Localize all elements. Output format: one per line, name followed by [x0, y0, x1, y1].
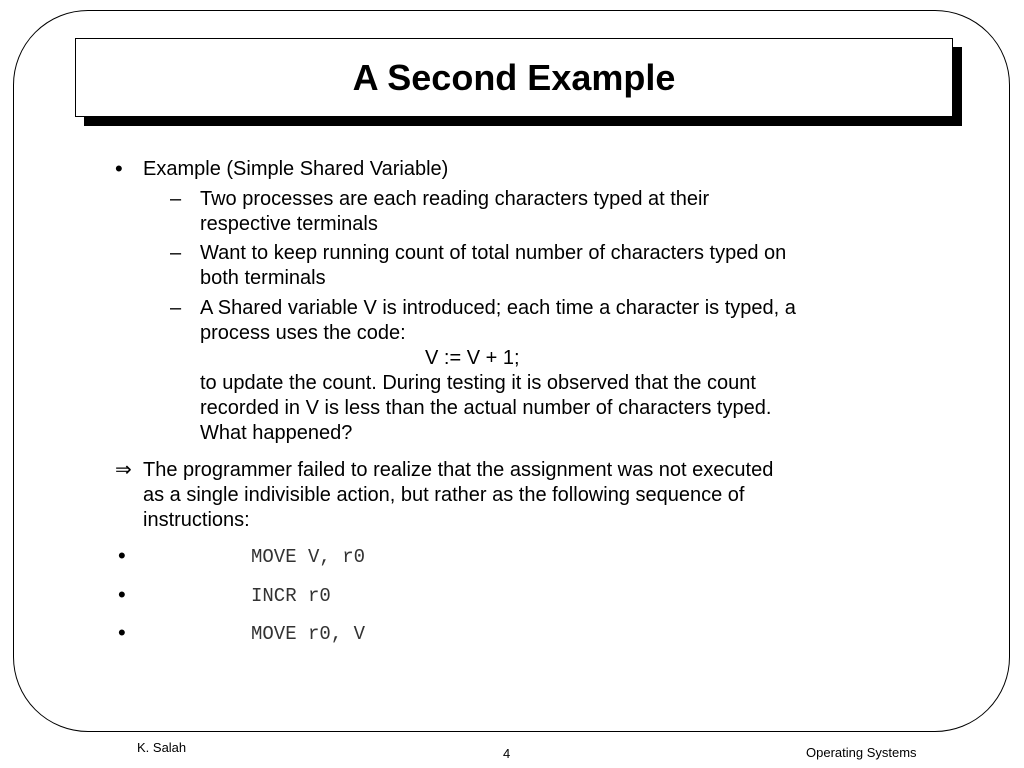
footer-page-number: 4: [503, 746, 511, 761]
conclusion-line-1: The programmer failed to realize that the assignment was not executed: [143, 459, 774, 481]
bullet-icon: •: [115, 156, 123, 181]
sub-point-3-line-2: process uses the code:: [200, 322, 406, 344]
sub-point-2-line-2: both terminals: [200, 267, 326, 289]
sub-point-3-line-1: A Shared variable V is introduced; each time a character is typed, a: [200, 297, 796, 319]
conclusion-line-3: instructions:: [143, 509, 250, 531]
instruction-3: MOVE r0, V: [251, 623, 366, 645]
sub-point-2-line-1: Want to keep running count of total number of characters typed on: [200, 242, 787, 264]
code-statement: V := V + 1;: [425, 347, 520, 369]
instruction-2: INCR r0: [251, 585, 331, 607]
title-box: [75, 38, 953, 117]
continuation-line-1: to update the count. During testing it is observed that the count: [200, 372, 756, 394]
dash-icon: –: [170, 297, 182, 319]
dash-icon: –: [170, 242, 182, 264]
continuation-line-3: What happened?: [200, 422, 353, 444]
instruction-1: MOVE V, r0: [251, 546, 366, 568]
continuation-line-2: recorded in V is less than the actual number of characters typed.: [200, 397, 772, 419]
implies-arrow-icon: ⇒: [115, 459, 132, 481]
slide-title: A Second Example: [352, 56, 676, 98]
sub-point-1-line-2: respective terminals: [200, 213, 378, 235]
bullet-icon: •: [118, 582, 126, 607]
sub-point-1-line-1: Two processes are each reading characters typed at their: [200, 188, 710, 210]
bullet-icon: •: [118, 620, 126, 645]
footer-author: K. Salah: [137, 740, 187, 755]
conclusion-line-2: as a single indivisible action, but rather as the following sequence of: [143, 484, 745, 506]
footer-course: Operating Systems: [806, 745, 917, 760]
bullet-icon: •: [118, 543, 126, 568]
main-point: Example (Simple Shared Variable): [143, 158, 449, 180]
dash-icon: –: [170, 188, 182, 210]
